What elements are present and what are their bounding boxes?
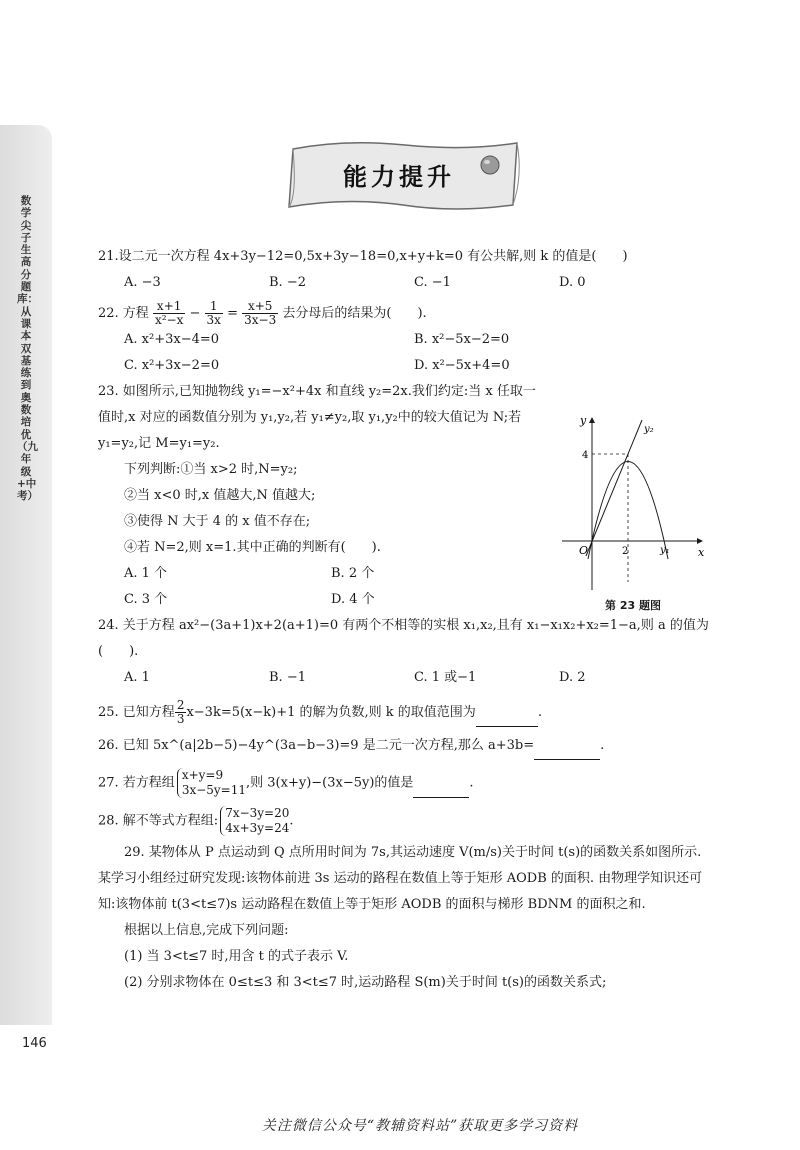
y-axis-label: y [580,414,587,427]
q26-answer-blank[interactable] [534,733,600,760]
question-22 [98,300,710,327]
q22-minus: − [189,306,201,321]
q22-option-d: D. x²−5x+4=0 [414,358,510,373]
tick-label-4: 4 [582,450,589,461]
q23-stem: 23. 如图所示,已知抛物线 y₁=−x²+4x 和直线 y₂=2x.我们约定:当 x 任取一值时,x 对应的函数值分别为 y₁,y₂,若 y₁≠y₂,取 y₁,y₂中的较大值记为 N;若 y₁=y₂,记 M=y₁=y₂. [98,384,536,451]
q23-option-b: B. 2 个 [331,566,375,581]
q28-suffix: . [289,813,294,829]
q25-prefix: 25. 已知方程 [98,705,175,720]
q27-answer-blank[interactable] [413,771,469,798]
section-banner [285,135,525,215]
q22-equals: = [227,306,238,321]
q23-judge-3: ③使得 N 大于 4 的 x 值不存在; [124,514,311,529]
q22-fraction-1 [153,300,185,327]
q28-system [220,806,289,836]
q25-answer-blank[interactable] [476,700,538,727]
q22-suffix: 去分母后的结果为( ). [282,306,427,321]
q28-prefix: 28. 解不等式方程组: [98,813,219,829]
y2-label: y₂ [644,424,654,435]
q24-option-d: D. 2 [559,670,586,685]
q28-eq2: 4x+3y=24 [225,821,290,835]
q22-fraction-2 [205,300,223,327]
q24-option-c: C. 1 或−1 [414,670,477,685]
q23-option-d: D. 4 个 [331,592,375,607]
question-list [98,244,710,996]
q28-eq1: 7x−3y=20 [225,806,290,820]
footer-watermark: 关注微信公众号“教辅资料站”获取更多学习资料 [261,1118,579,1134]
page-number: 146 [22,1036,47,1051]
q25-suffix: x−3k=5(x−k)+1 的解为负数,则 k 的取值范围为 [186,705,476,720]
q21-option-d: D. 0 [559,275,586,290]
q22-prefix: 22. 方程 [98,306,149,321]
q25-f-den: 3 [176,712,185,726]
q21-option-c: C. −1 [414,275,451,290]
q22-f2-num: 1 [205,300,223,314]
q22-options-row-2 [98,353,710,379]
q27-suffix: ,则 3(x+y)−(3x−5y)的值是 [246,775,414,791]
question-25: 25. 已知方程 $\frac{2}{3}$ x−3k=5(x−k)+1 的解为负数,则 k 的取值范围为 . [98,698,542,726]
side-tab-title: 数学尖子生高分题库：从课本双基练到奥数培优（九年级+中考） [17,195,38,503]
q23-option-a: A. 1 个 [124,566,168,581]
side-tab [0,125,52,1025]
q22-f3-num: x+5 [242,300,278,314]
q21-options [98,270,710,296]
question-21: 21.设二元一次方程 4x+3y−12=0,5x+3y−18=0,x+y+k=0 有公共解,则 k 的值是( ) [98,249,628,264]
q22-f2-den: 3x [206,313,221,327]
q22-option-a: A. x²+3x−4=0 [124,332,220,347]
q22-options-row-1 [98,327,710,353]
q27-prefix: 27. 若方程组 [98,775,175,791]
q22-fraction-3 [242,300,278,327]
q23-option-c: C. 3 个 [124,592,168,607]
x-axis-label: x [698,546,705,559]
q23-judge-1: 下列判断:①当 x>2 时,N=y₂; [124,462,298,477]
y1-label: y₁ [660,545,670,556]
question-29-info: 根据以上信息,完成下列问题: [124,923,289,938]
q23-judge-4: ④若 N=2,则 x=1.其中正确的判断有( ). [124,540,381,555]
q25-fraction [175,699,187,726]
question-27: 27. 若方程组x+y=9 3x−5y=11,则 3(x+y)−(3x−5y)的值是 . [98,768,474,797]
q24-option-b: B. −1 [269,670,306,685]
origin-label: O [579,544,589,557]
q26-stem: 26. 已知 5x^(a|2b−5)−4y^(3a−b−3)=9 是二元一次方程,那么 a+3b= [98,738,535,753]
q23-options-row-2 [98,587,538,613]
tick-label-2: 2 [622,546,629,557]
q25-f-num: 2 [176,698,185,712]
q22-option-b: B. x²−5x−2=0 [414,332,510,347]
q21-option-a: A. −3 [124,275,161,290]
q22-f3-den: 3x−3 [244,313,277,327]
q24-options [98,665,710,691]
q24-option-a: A. 1 [124,670,150,685]
q21-option-b: B. −2 [269,275,306,290]
question-29-part-1: (1) 当 3<t≤7 时,用含 t 的式子表示 V. [124,949,349,964]
q27-eq1: x+y=9 [181,768,224,782]
question-26: 26. 已知 5x^(a|2b−5)−4y^(3a−b−3)=9 是二元一次方程,那么 a+3b= . [98,733,710,760]
question-29-stem: 29. 某物体从 P 点运动到 Q 点所用时间为 7s,其运动速度 V(m/s)关于时间 t(s)的函数关系如图所示. 某学习小组经过研究发现:该物体前进 3s 运动的路程在数值上等于矩形 AODB 的面积. 由物理学知识还可知:该物体前 t(3<t≤7)s 运动路程在数值上等于矩形 AODB 的面积与梯形 BDNM 的面积之和. [98,845,703,912]
q23-graph [552,410,712,610]
q27-eq2: 3x−5y=11 [181,783,247,797]
q22-f1-num: x+1 [153,300,185,314]
q22-option-c: C. x²+3x−2=0 [124,358,220,373]
q23-figure-caption: 第 23 题图 [605,599,661,612]
question-28 [98,806,710,836]
question-29-part-2: (2) 分别求物体在 0≤t≤3 和 3<t≤7 时,运动路程 S(m)关于时间 t(s)的函数关系式; [124,975,607,990]
section-title: 能力提升 [343,163,455,191]
line-y2 [586,420,642,556]
question-23 [98,379,538,613]
question-24: 24. 关于方程 ax²−(3a+1)x+2(a+1)=0 有两个不相等的实根 x₁,x₂,且有 x₁−x₁x₂+x₂=1−a,则 a 的值为( ). [98,618,709,659]
q27-system [177,768,246,798]
q23-judge-2: ②当 x<0 时,x 值越大,N 值越大; [124,488,316,503]
q23-options-row-1 [98,561,538,587]
q22-f1-den: x²−x [154,313,184,327]
